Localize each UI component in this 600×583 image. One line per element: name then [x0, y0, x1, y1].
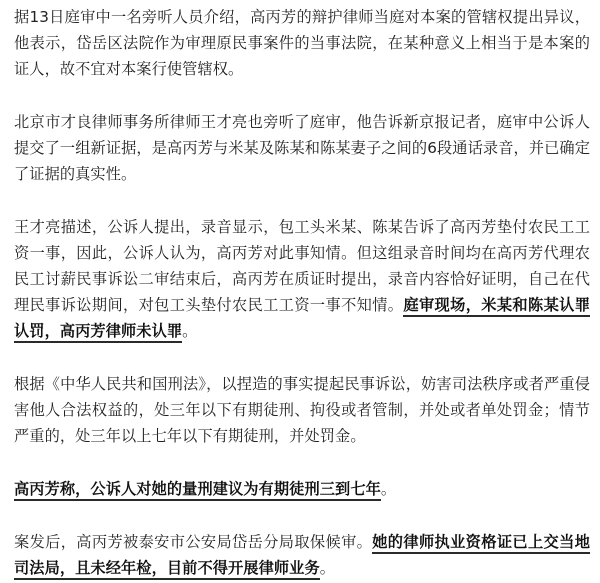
- highlighted-text: 高丙芳称，公诉人对她的量刑建议为有期徒刑三到七年: [14, 480, 381, 501]
- paragraph-text: 案发后，高丙芳被泰安市公安局岱岳分局取保候审。: [14, 533, 373, 551]
- paragraph-text: 。: [380, 480, 397, 498]
- paragraph-bail-and-license: [14, 529, 590, 581]
- paragraph-jurisdiction-objection: [14, 4, 590, 82]
- highlighted-text: 庭审现场，米某和陈某认罪认罚，高丙芳律师未认罪: [14, 296, 590, 343]
- paragraph-new-evidence: [14, 109, 590, 187]
- paragraph-sentencing-proposal: [14, 476, 590, 502]
- paragraph-text: 根据《中华人民共和国刑法》，以捏造的事实提起民事诉讼，妨害司法秩序或者严重侵害他人合法权益的，处三年以下有期徒刑、拘役或者管制，并处或者单处罚金；情节严重的，处三年以上七年以下有期徒刑，并处罚金。: [14, 375, 590, 445]
- highlighted-text: 她的律师执业资格证已上交当地司法局，且未经年检，目前不得开展律师业务: [14, 533, 590, 580]
- paragraph-text: 。: [182, 322, 198, 340]
- article-body: [14, 0, 590, 581]
- paragraph-text: 王才亮描述，公诉人提出，录音显示，包工头米某、陈某告诉了高丙芳垫付农民工工资一事，因此，公诉人认为，高丙芳对此事知情。但这组录音时间均在高丙芳代理农民工讨薪民事诉讼二审结束后，高丙芳在质证时提出，录音内容恰好证明，自己在代理民事诉讼期间，对包工头垫付农民工工资一事不知情。: [14, 218, 590, 314]
- paragraph-text: 北京市才良律师事务所律师王才亮也旁听了庭审，他告诉新京报记者，庭审中公诉人提交了一组新证据，是高丙芳与米某及陈某和陈某妻子之间的6段通话录音，并已确定了证据的真实性。: [14, 113, 590, 183]
- paragraph-criminal-law: [14, 371, 590, 449]
- paragraph-recording-description: [14, 214, 590, 344]
- paragraph-text: 据13日庭审中一名旁听人员介绍，高丙芳的辩护律师当庭对本案的管辖权提出异议，他表示，岱岳区法院作为审理原民事案件的当事法院，在某种意义上相当于是本案的证人，故不宜对本案行使管辖权。: [14, 8, 590, 78]
- paragraph-text: 。: [319, 559, 336, 577]
